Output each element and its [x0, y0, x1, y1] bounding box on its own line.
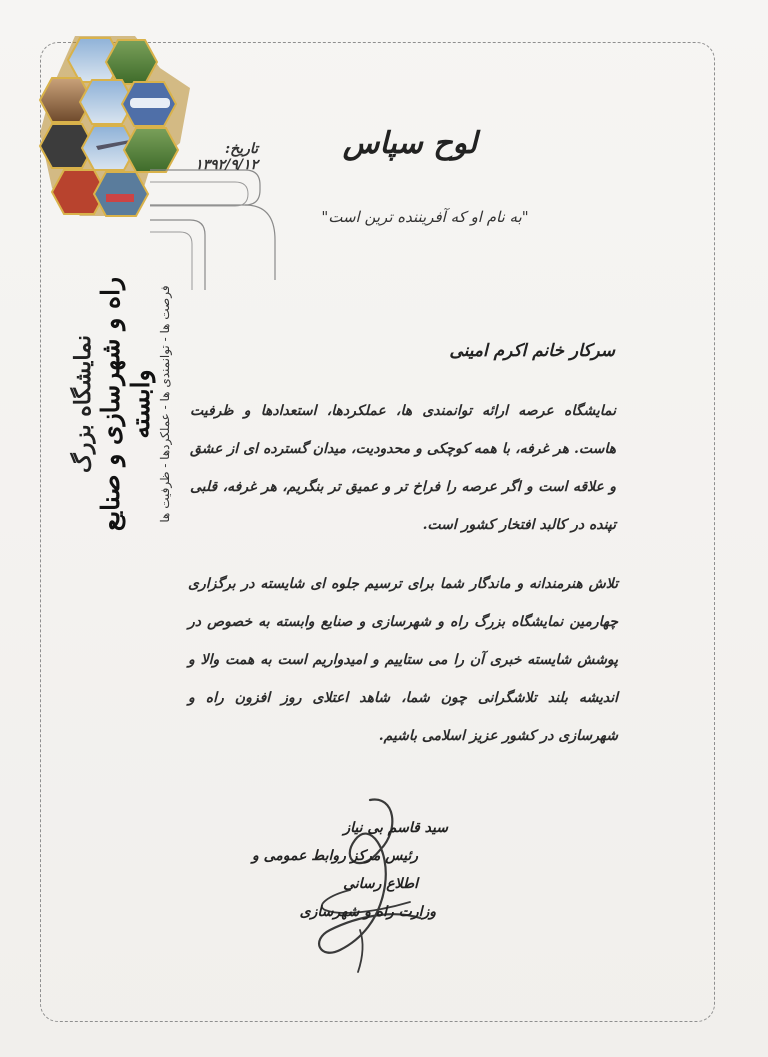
signatory-name: سید قاسم بی نیاز [343, 820, 448, 836]
organization-name: وزارت راه و شهرسازی [299, 904, 436, 920]
certificate-title: لوح سپاس [342, 126, 478, 161]
motto: "به نام او که آفریننده ترین است" [321, 208, 529, 226]
logo-line-2: راه و شهرسازی و صنایع وابسته [96, 276, 155, 532]
recipient-name: سرکار خانم اکرم امینی [449, 341, 615, 361]
signatory-title: رئیس مرکز روابط عمومی و اطلاع رسانی [251, 848, 418, 892]
date-label: تاریخ: [224, 141, 258, 157]
logo-line-1: نمایشگاه بزرگ [70, 335, 96, 473]
logo-line-3: فرصت ها - توانمندی ها - عملکردها - ظرفیت ها [158, 285, 172, 523]
issue-date [158, 141, 258, 173]
paragraph-two: تلاش هنرمندانه و ماندگار شما برای ترسیم جلوه ای شایسته در برگزاری چهارمین نمایشگاه بزرگ راه و شهرسازی و صنایع وابسته به خصوص در پوشش شایسته خبری آن را می ستاییم و امیدواریم است به همت والا و اندیشه بلند تلاشگرانی چون شما، شاهد اعتلای روز افزون راه و شهرسازی در کشور عزیز اسلامی باشیم. [188, 576, 618, 744]
date-value: ۱۳۹۲/۹/۱۲ [195, 157, 258, 173]
paragraph-one: نمایشگاه عرصه ارائه توانمندی ها، عملکردها، استعدادها و ظرفیت هاست. هر غرفه، با همه کوچکی و محدودیت، میدان گسترده ای از عشق و علاقه است و اگر عرصه را فراخ تر و عمیق تر بنگریم، هر غرفه، قلبی تپنده در کالبد افتخار کشور است. [190, 403, 616, 533]
exhibition-name-vertical [70, 254, 174, 554]
signature-block [251, 814, 448, 926]
